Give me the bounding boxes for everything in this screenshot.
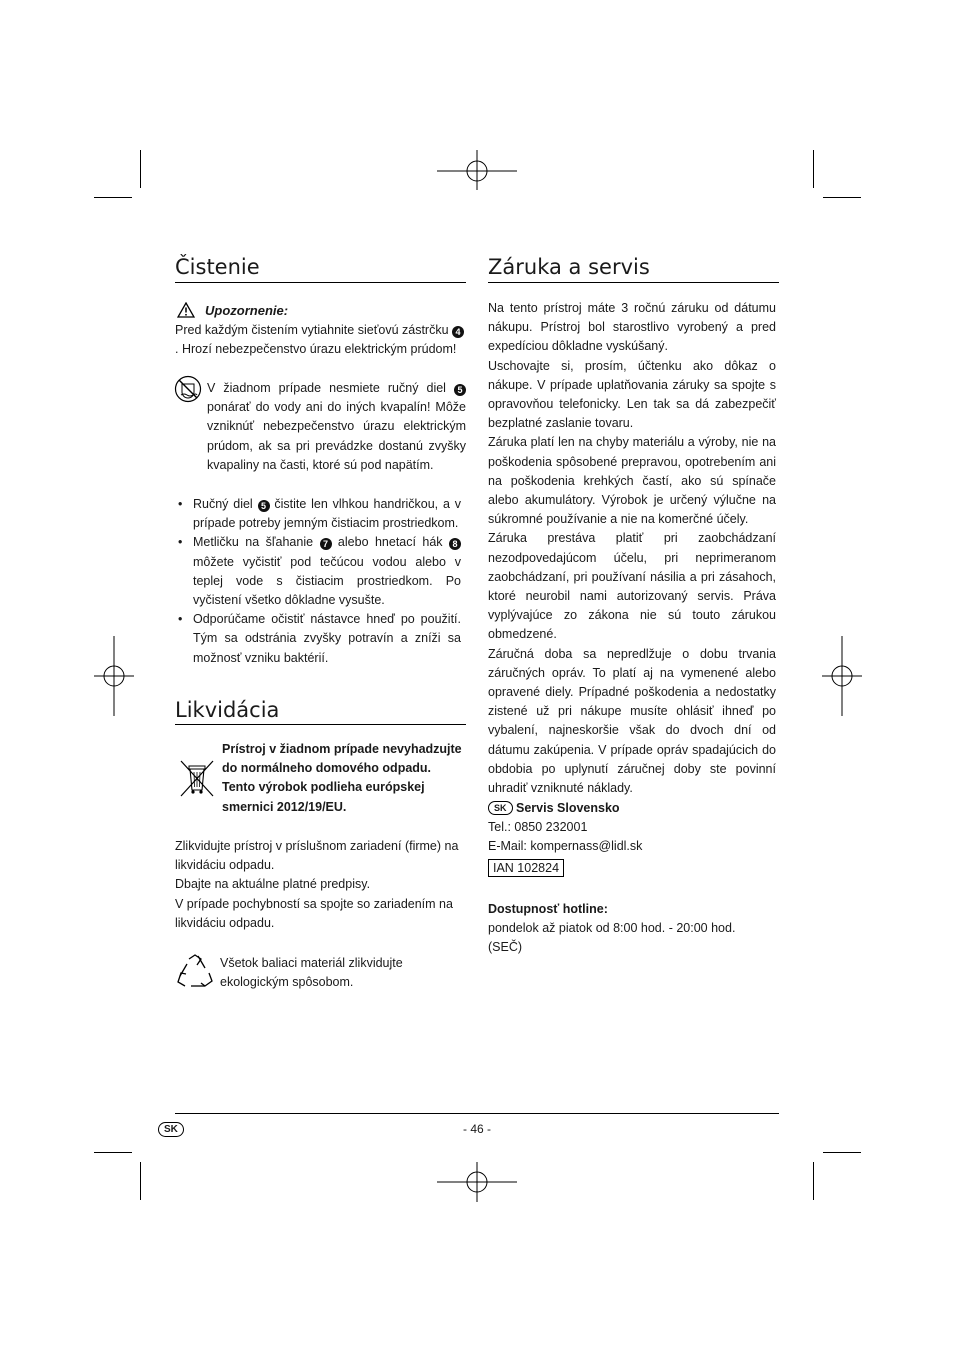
no-immerse-text: V žiadnom prípade nesmiete ručný diel 5 ponárať do vody ani do iných kvapalín! Môže vzniknúť nebezpečenstvo úrazu elektrickým prúdom, ak sa pri prevádzke dostanú zvyšky kvapaliny na časti, ktoré sú pod napätím. [207,381,466,472]
registration-mark-left [94,636,134,716]
warning-triangle-icon [177,302,195,318]
footer-lang-badge: SK [158,1122,184,1137]
paragraph: Zlikvidujte prístroj v príslušnom zariadení (firme) na likvidáciu odpadu. [175,839,459,873]
country-badge: SK [488,801,513,815]
disposal-title-rule [175,724,466,725]
weee-text: Prístroj v žiadnom prípade nevyhadzujte do normálneho domového odpadu. Tento výrobok podlieha európskej smernici 2012/19/EU. [222,742,462,814]
cleaning-title-rule [175,282,466,283]
list-item: • Ručný diel 5 čistite len vlhkou handričkou, a v prípade potreby jemným čistiacim prostriedkom. [175,495,461,533]
footer-rule [175,1113,779,1114]
hotline-title: Dostupnosť hotline: [488,902,608,916]
no-immerse-icon [174,375,202,403]
warning-label: Upozornenie: [205,303,289,318]
warranty-title-rule [488,282,779,283]
list-item: • Odporúčame očistiť nástavce hneď po použití. Tým sa odstránia zvyšky potravín a zníži sa možnosť vzniku baktérií. [175,610,461,668]
disposal-paragraphs [175,837,466,933]
part-ref-badge: 5 [454,384,466,396]
hotline-block [488,900,758,958]
registration-mark-bottom [437,1162,517,1202]
paragraph: Záruka platí len na chyby materiálu a výroby, nie na poškodenia spôsobené prepravou, opotrebením ani na poškodenia krehkých častí, ako sú spínače alebo akumulátory. Výrobok je určený výlučne na súkromné používanie a nie na komerčné účely. [488,435,776,527]
service-email: E-Mail: kompernass@lidl.sk [488,839,643,854]
part-ref-badge: 5 [258,500,270,512]
paragraph: Záruka prestáva platiť pri zaobchádzaní nezodpovedajúcom účelu, pri neprimeranom zaobchádzaní, pri používaní násilia a pri zásahoch, ktoré neurobil nami autorizovaný servis. Práva vyplývajúce zo zákona nie sú touto zárukou obmedzené. [488,531,776,642]
disposal-title: Likvidácia [175,698,280,722]
recycle-text: Všetok baliaci materiál zlikvidujte ekologickým spôsobom. [220,956,403,990]
registration-mark-top [437,150,517,190]
paragraph: Záručná doba sa nepredlžuje o dobu trvania záručných opráv. To platí aj na vymenené alebo opravené diely. Prípadné poškodenia a nedostatky zistené už pri nákupe musíte ohlásiť ihneď po vybalení, najneskoršie však do dvoch dní od dátumu zakúpenia. V prípade opráv spadajúcich do obdobia po uplynutí záručnej doby ste povinní uhradiť vzniknuté náklady. [488,646,776,796]
cleaning-bullets [175,495,461,668]
paragraph: Dbajte na aktuálne platné predpisy. [175,877,371,892]
paragraph: Na tento prístroj máte 3 ročnú záruku od dátumu nákupu. Prístroj bol starostlivo vyrobený a pred expedíciou dôkladne vyskúšaný. [488,301,776,354]
service-block [488,799,779,878]
ian-box: IAN 102824 [488,859,564,877]
warranty-title: Záruka a servis [488,255,650,279]
warranty-paragraphs [488,299,776,798]
part-ref-badge: 7 [320,538,332,550]
page-number: - 46 - [462,1122,491,1136]
service-tel: Tel.: 0850 232001 [488,820,588,835]
warning-text: Pred každým čistením vytiahnite sieťovú zástrčku 4. Hrozí nebezpečenstvo úrazu elektrickým prúdom! [175,321,466,359]
service-title: Servis Slovensko [516,801,620,815]
part-ref-badge: 8 [449,538,461,550]
paragraph: Uschovajte si, prosím, účtenku ako dôkaz o nákupe. V prípade uplatňovania záruky sa spojte s opravovňou telefonicky. Len tak sa dá zabezpečiť bezplatné zaslanie tovaru. [488,358,776,431]
hotline-hours: pondelok až piatok od 8:00 hod. - 20:00 hod. (SEČ) [488,921,736,955]
cleaning-title: Čistenie [175,255,260,279]
list-item: • Metličku na šľahanie 7 alebo hnetací hák 8 môžete vyčistiť pod tečúcou vodou alebo v teplej vode s čistiacim prostriedkom. Po vyčistení všetko dôkladne vysušte. [175,533,461,610]
registration-mark-right [822,636,862,716]
recycle-icon [175,953,215,991]
paragraph: V prípade pochybností sa spojte so zariadením na likvidáciu odpadu. [175,896,453,930]
part-ref-badge: 4 [452,326,464,338]
crossed-bin-icon [178,758,216,798]
